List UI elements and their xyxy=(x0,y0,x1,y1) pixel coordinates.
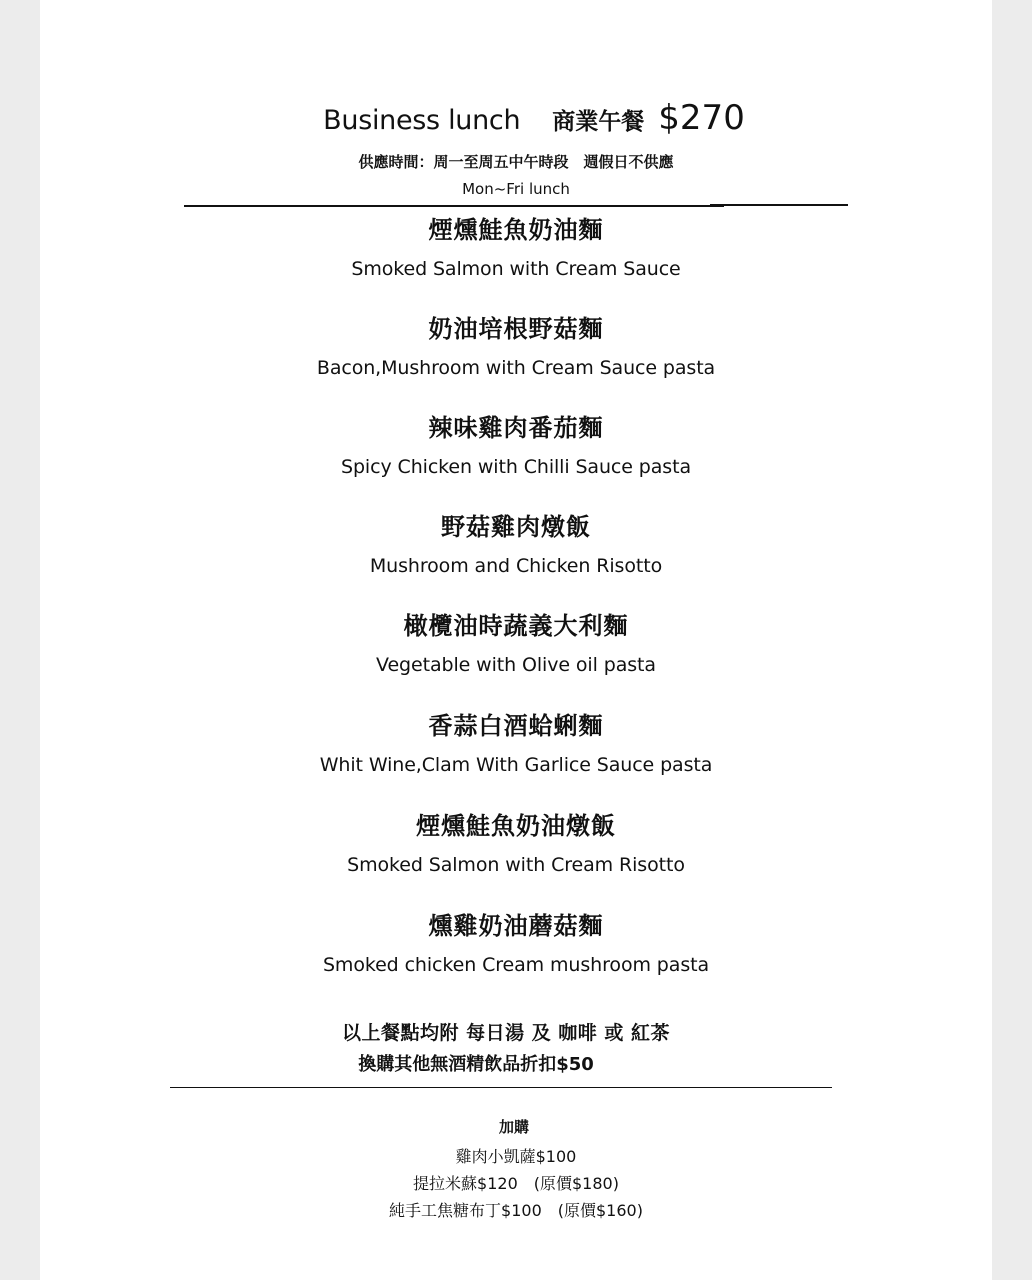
menu-item-name-zh: 煙燻鮭魚奶油麵 xyxy=(428,216,604,244)
bottom-divider xyxy=(170,1087,832,1088)
menu-item-name-zh: 辣味雞肉番茄麵 xyxy=(428,414,604,442)
menu-item-name-en: Whit Wine,Clam With Garlice Sauce pasta xyxy=(319,754,713,776)
menu-item-name-en: Vegetable with Olive oil pasta xyxy=(376,654,656,676)
menu-item xyxy=(40,810,992,878)
service-hours: 供應時間：周一至周五中午時段 週假日不供應 xyxy=(358,153,674,171)
addon-item: 雞肉小凱薩$100 xyxy=(455,1147,577,1166)
service-hours-english: Mon~Fri lunch xyxy=(462,180,570,198)
menu-item-name-en: Spicy Chicken with Chilli Sauce pasta xyxy=(341,456,691,478)
menu-page xyxy=(40,0,992,1280)
menu-item xyxy=(40,610,992,678)
menu-item xyxy=(40,313,992,381)
menu-item-name-zh: 野菇雞肉燉飯 xyxy=(441,513,591,541)
menu-item-name-zh: 橄欖油時蔬義大利麵 xyxy=(403,612,629,640)
title-english: Business lunch xyxy=(323,105,521,136)
menu-item-name-zh: 香蒜白酒蛤蜊麵 xyxy=(428,712,604,740)
top-divider-segment xyxy=(710,204,848,206)
title-price: $270 xyxy=(658,98,745,138)
menu-item xyxy=(40,214,992,282)
top-divider xyxy=(184,205,724,207)
menu-item-name-zh: 煙燻鮭魚奶油燉飯 xyxy=(416,812,616,840)
menu-title xyxy=(40,98,992,142)
addon-item: 純手工焦糖布丁$100 (原價$160) xyxy=(389,1201,643,1220)
menu-item-name-zh: 燻雞奶油蘑菇麵 xyxy=(428,912,604,940)
addon-title: 加購 xyxy=(498,1118,529,1136)
included-note: 以上餐點均附 每日湯 及 咖啡 或 紅茶 xyxy=(341,1022,671,1044)
menu-item xyxy=(40,511,992,579)
menu-item-name-zh: 奶油培根野菇麵 xyxy=(428,315,604,343)
title-chinese: 商業午餐 xyxy=(552,109,645,135)
menu-item-name-en: Mushroom and Chicken Risotto xyxy=(369,555,663,577)
drink-discount-note: 換購其他無酒精飲品折扣$50 xyxy=(358,1054,594,1075)
menu-item-name-en: Bacon,Mushroom with Cream Sauce pasta xyxy=(316,357,716,379)
menu-item-name-en: Smoked Salmon with Cream Risotto xyxy=(347,854,685,876)
menu-item xyxy=(40,910,992,978)
addon-item: 提拉米蘇$120 (原價$180) xyxy=(413,1174,619,1193)
menu-item-name-en: Smoked chicken Cream mushroom pasta xyxy=(322,954,710,976)
menu-item xyxy=(40,412,992,480)
menu-item-name-en: Smoked Salmon with Cream Sauce xyxy=(351,258,681,280)
menu-item xyxy=(40,710,992,778)
